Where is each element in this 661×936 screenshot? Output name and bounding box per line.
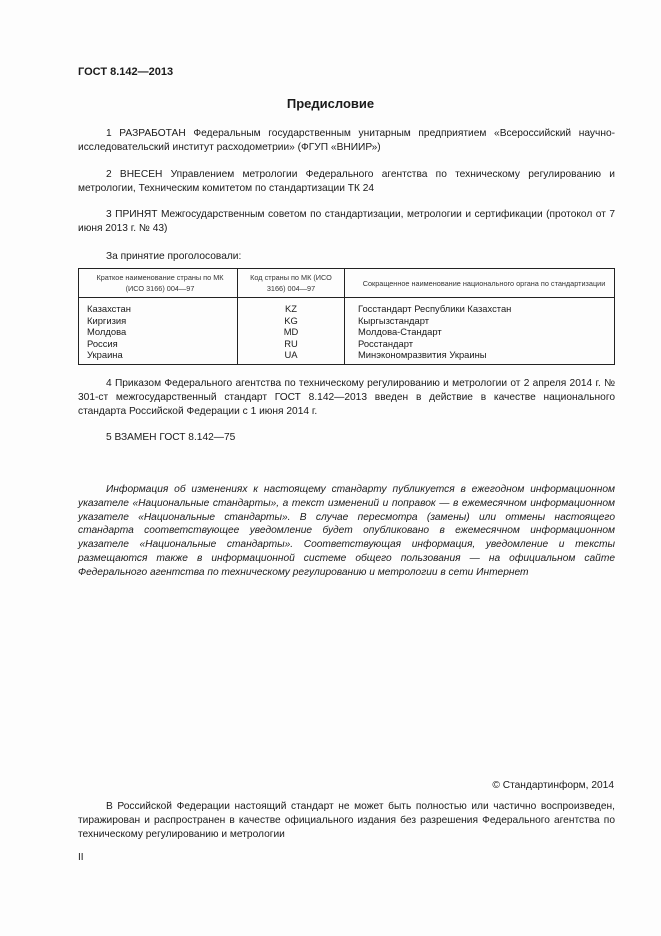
table-row	[79, 298, 615, 315]
paragraph-order: 4 Приказом Федерального агентства по техническому регулированию и метрологии от 2 апреля 2014 г. № 301-ст межгосударственный стандарт ГОСТ 8.142—2013 введен в действие в качестве национального стандарта Российской Федерации с 1 июня 2014 г.	[78, 378, 615, 417]
column-header-country: Краткое наименование страны по МК (ИСО 3166) 004—97	[79, 269, 238, 298]
country-name: Киргизия	[79, 315, 238, 327]
copyright-notice: © Стандартинформ, 2014	[492, 780, 614, 791]
country-name: Украина	[79, 349, 238, 364]
paragraph-replaces: 5 ВЗАМЕН ГОСТ 8.142—75	[106, 432, 236, 443]
country-code: KZ	[238, 298, 345, 315]
standards-body: Молдова-Стандарт	[345, 326, 615, 338]
country-code: KG	[238, 315, 345, 327]
voting-table	[78, 268, 615, 365]
country-name: Молдова	[79, 326, 238, 338]
column-header-code: Код страны по МК (ИСО 3166) 004—97	[238, 269, 345, 298]
table-row	[79, 326, 615, 338]
voted-label: За принятие проголосовали:	[106, 251, 242, 262]
paragraph-adopted: 3 ПРИНЯТ Межгосударственным советом по стандартизации, метрологии и сертификации (протокол от 7 июня 2013 г. № 43)	[78, 209, 615, 234]
standards-body: Росстандарт	[345, 338, 615, 350]
country-code: UA	[238, 349, 345, 364]
document-header: ГОСТ 8.142—2013	[78, 66, 174, 78]
paragraph-developed: 1 РАЗРАБОТАН Федеральным государственным унитарным предприятием «Всероссийский научно-исследовательский институт расходометрии» (ФГУП «ВНИИР»)	[78, 128, 615, 153]
changes-info-text: Информация об изменениях к настоящему стандарту публикуется в ежегодном информационном указателе «Национальные стандарты», а текст изменений и поправок — в ежемесячном информационном указателе «Национальные стандарты». В случае пересмотра (замены) или отмены настоящего стандарта соответствующее уведомление будет опубликовано в ежемесячном информационном указателе «Национальные стандарты». Соответствующая информация, уведомление и тексты размещаются также в информационной системе общего пользования — на официальном сайте Федерального агентства по техническому регулированию и метрологии в сети Интернет	[78, 484, 615, 578]
standards-body: Госстандарт Республики Казахстан	[345, 298, 615, 315]
reproduction-notice: В Российской Федерации настоящий стандарт не может быть полностью или частично воспроизведен, тиражирован и распространен в качестве официального издания без разрешения Федерального агентства по техническому регулированию и метрологии	[78, 801, 615, 840]
standards-body: Минэкономразвития Украины	[345, 349, 615, 364]
standards-body: Кыргызстандарт	[345, 315, 615, 327]
page-number: II	[78, 852, 84, 863]
table-row	[79, 338, 615, 350]
country-code: RU	[238, 338, 345, 350]
country-name: Россия	[79, 338, 238, 350]
country-name: Казахстан	[79, 298, 238, 315]
table-row	[79, 315, 615, 327]
page-title: Предисловие	[286, 96, 375, 111]
table-row	[79, 349, 615, 364]
table-header-row	[79, 269, 615, 298]
paragraph-introduced: 2 ВНЕСЕН Управлением метрологии Федерального агентства по техническому регулированию и метрологии, Техническим комитетом по стандартизации ТК 24	[78, 169, 615, 194]
country-code: MD	[238, 326, 345, 338]
column-header-body: Сокращенное наименование национального органа по стандартизации	[345, 269, 615, 298]
